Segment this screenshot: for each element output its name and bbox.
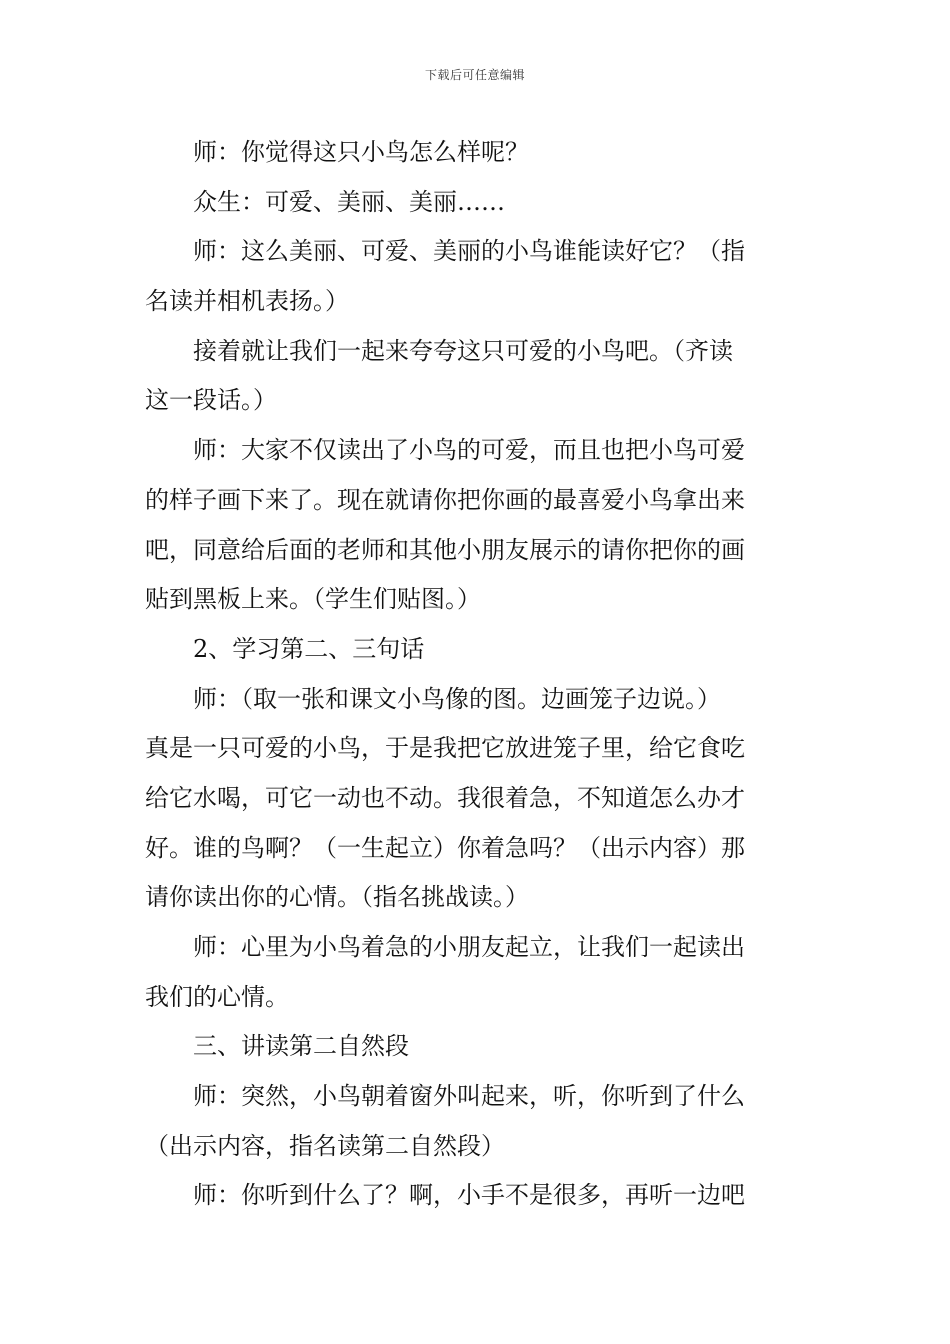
text-line: 师：（取一张和课文小鸟像的图。边画笼子边说。） [193,684,721,713]
text-line: 师：突然，小鸟朝着窗外叫起来，听，你听到了什么 [193,1082,745,1111]
text-line: 给它水喝，可它一动也不动。我很着急，不知道怎么办才 [145,783,745,812]
text-line: 众生：可爱、美丽、美丽…… [193,187,505,216]
text-line: 师：你觉得这只小鸟怎么样呢？ [193,138,529,166]
text-line: 请你读出你的心情。（指名挑战读。） [145,883,529,912]
text-line: 好。谁的鸟啊？（一生起立）你着急吗？（出示内容）那 [145,833,745,862]
text-line: 真是一只可爱的小鸟，于是我把它放进笼子里，给它食吃 [145,734,745,763]
text-line: 接着就让我们一起来夸夸这只可爱的小鸟吧。（齐读 [193,336,733,365]
text-line: 师：心里为小鸟着急的小朋友起立，让我们一起读出 [193,933,745,961]
page-header: 下载后可任意编辑 [424,68,525,82]
text-line: （出示内容，指名读第二自然段） [145,1131,505,1160]
text-line: 这一段话。） [145,386,277,415]
text-line: 师：你听到什么了？啊，小手不是很多，再听一边吧 [193,1181,745,1210]
text-line: 师：大家不仅读出了小鸟的可爱，而且也把小鸟可爱 [193,436,745,465]
section-heading: 三、讲读第二自然段 [193,1032,409,1061]
body-text [145,128,807,1221]
text-line: 名读并相机表扬。） [145,287,349,316]
text-line: 的样子画下来了。现在就请你把你画的最喜爱小鸟拿出来 [145,485,745,514]
section-heading: 2、学习第二、三句话 [193,634,425,663]
text-line: 吧，同意给后面的老师和其他小朋友展示的请你把你的画 [145,535,745,564]
text-line: 贴到黑板上来。（学生们贴图。） [145,585,481,614]
text-line: 我们的心情。 [145,982,289,1011]
text-line: 师：这么美丽、可爱、美丽的小鸟谁能读好它？（指 [193,237,745,266]
